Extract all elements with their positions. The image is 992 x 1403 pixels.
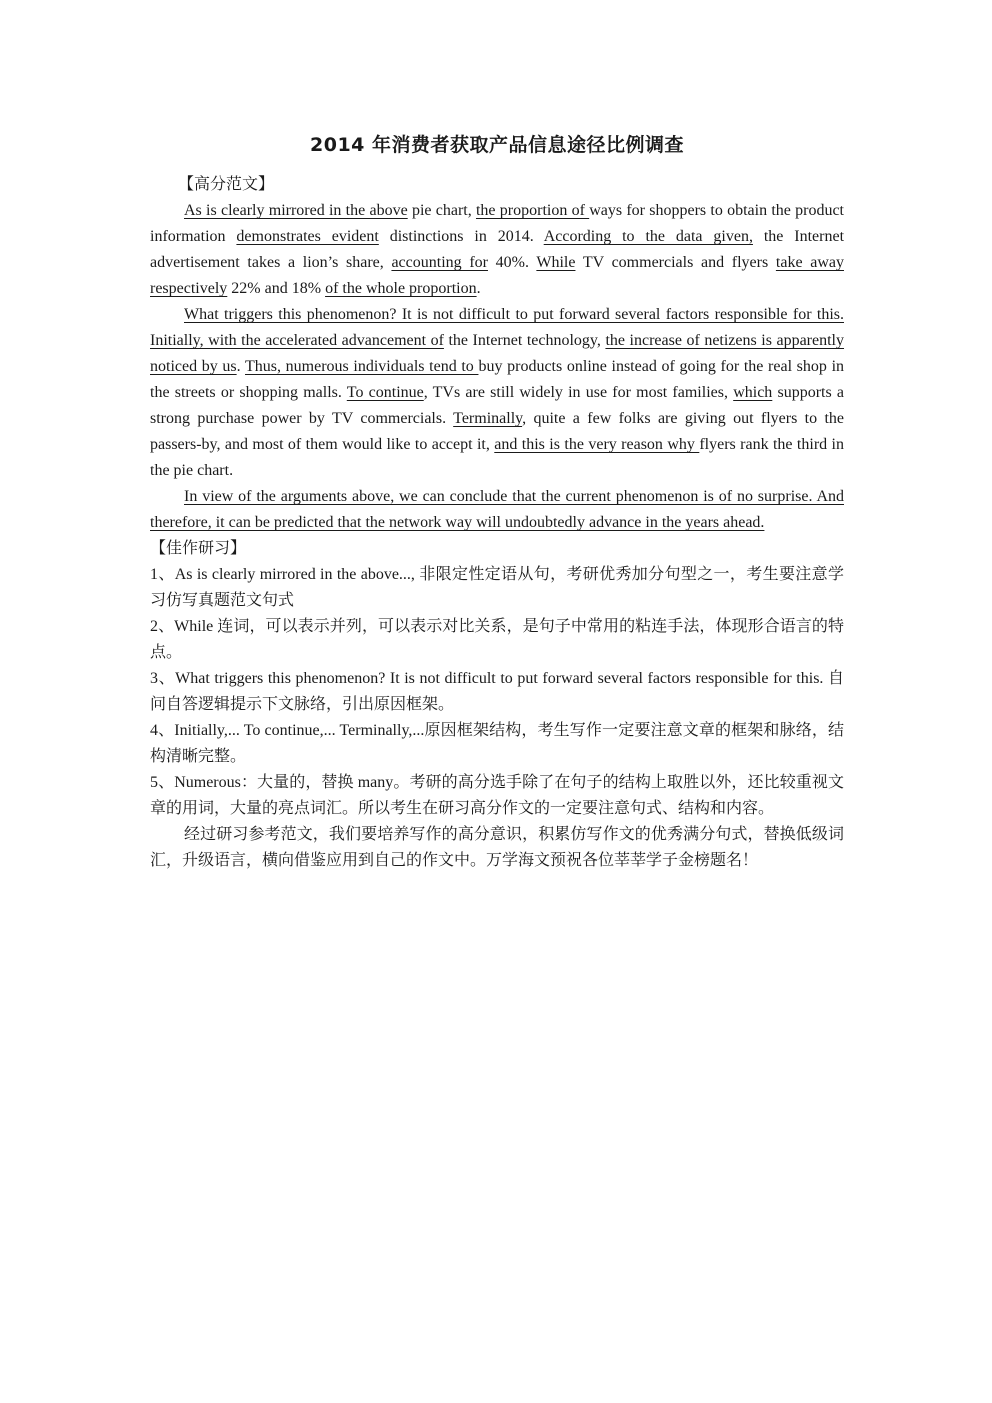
essay-text: . [236,358,245,375]
underlined-phrase: Terminally [453,410,523,427]
essay-text: the Internet advertisement takes a lion’s share, [150,228,845,271]
underlined-phrase: take away respectively [150,254,844,297]
underlined-phrase: of the whole proportion [325,280,477,297]
study-note-3: 3、What triggers this phenomenon? It is not difficult to put forward several factors responsible for this. 自问自答逻辑提示下文脉络，引出原因框架。 [150,670,844,713]
study-note-5: 5、Numerous：大量的，替换 many。考研的高分选手除了在句子的结构上取胜以外，还比较重视文章的用词，大量的亮点词汇。所以考生在研习高分作文的一定要注意句式、结构和内容。 [150,774,844,817]
underlined-phrase: accounting for [391,254,488,271]
underlined-phrase: As is clearly mirrored in the above [184,202,408,219]
underlined-phrase: the increase of netizens is apparently noticed by us [150,332,845,375]
underlined-phrase: What triggers this phenomenon? It is not difficult to put forward several factors responsible for this. Initially, with the accelerated advancement of [150,306,844,349]
study-note-4: 4、Initially,... To continue,... Terminally,...原因框架结构，考生写作一定要注意文章的框架和脉络，结构清晰完整。 [150,722,844,765]
essay-paragraph-1 [150,198,844,302]
essay-text: flyers rank the third in the pie chart. [150,436,845,479]
essay-paragraph-3 [150,484,844,536]
essay-text: , TVs are still widely in use for most families, [423,384,734,401]
study-heading: 【佳作研习】 [150,540,247,557]
essay-paragraph-2 [150,302,844,484]
essay-text: , quite a few folks are giving out flyers to the passers-by, and most of them would like to accept it, [150,410,845,453]
underlined-phrase: which [733,384,773,401]
underlined-phrase: To continue [346,384,424,401]
essay-text: supports a strong purchase power by TV commercials. [150,384,845,427]
study-note-1: 1、As is clearly mirrored in the above..., 非限定性定语从句，考研优秀加分句型之一，考生要注意学习仿写真题范文句式 [150,566,844,609]
underlined-phrase: While [536,254,576,271]
underlined-phrase: and this is the very reason why [494,436,700,453]
essay-text: pie chart, [407,202,476,219]
underlined-phrase: According to the data given, [543,228,753,245]
essay-text: 22% and 18% [227,280,326,297]
document-content [150,128,844,874]
underlined-phrase: In view of the arguments above, we can conclude that the current phenomenon is of no surprise. And therefore, it can be predicted that the network way will undoubtedly advance in the years ahead. [150,488,844,531]
underlined-phrase: Thus, numerous individuals tend to [245,358,479,375]
essay-text: buy products online instead of going for the real shop in the streets or shopping malls. [150,358,845,401]
closing-paragraph: 经过研习参考范文，我们要培养写作的高分意识，积累仿写作文的优秀满分句式，替换低级词汇，升级语言，横向借鉴应用到自己的作文中。万学海文预祝各位莘莘学子金榜题名！ [150,826,844,869]
study-note-2: 2、While 连词，可以表示并列，可以表示对比关系，是句子中常用的粘连手法，体现形合语言的特点。 [150,618,844,661]
model-essay-heading: 【高分范文】 [178,176,275,193]
essay-text: 40%. [487,254,537,271]
essay-text: distinctions in 2014. [378,228,544,245]
essay-text: ways for shoppers to obtain the product information [150,202,845,245]
underlined-phrase: demonstrates evident [236,228,379,245]
essay-text: . [476,280,481,297]
underlined-phrase: the proportion of [475,202,590,219]
essay-text: TV commercials and flyers [575,254,776,271]
essay-text: the Internet technology, [443,332,606,349]
page-title: 2014 年消费者获取产品信息途径比例调查 [310,134,684,156]
